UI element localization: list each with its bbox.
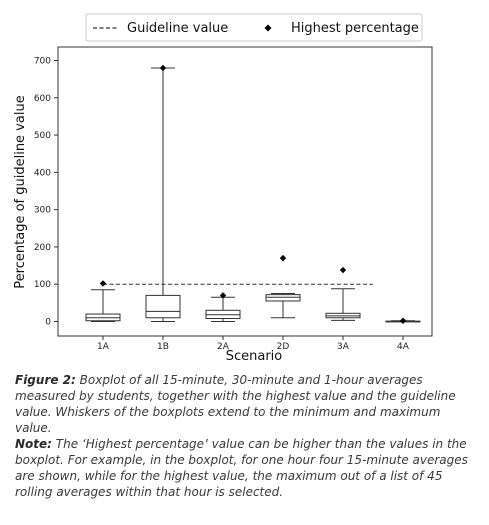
box-1B xyxy=(146,68,180,322)
figure-caption xyxy=(15,372,477,500)
highest-marker-1B xyxy=(160,65,166,71)
legend xyxy=(86,14,422,41)
x-tick-label: 2D xyxy=(276,342,290,352)
figure-note xyxy=(15,436,477,500)
x-tick-label: 4A xyxy=(397,342,409,352)
highest-marker-4A xyxy=(400,318,406,324)
y-tick-label: 100 xyxy=(33,280,51,291)
figure-text: Boxplot of all 15-minute, 30-minute and 1-hour averages measured by students, together with the highest value and the guideline value. Whiskers of the boxplots extend to the minimum and maximum value. xyxy=(15,373,456,435)
highest-marker-3A xyxy=(340,267,346,273)
y-tick-label: 600 xyxy=(33,93,51,104)
y-tick-label: 400 xyxy=(33,168,51,179)
y-tick-label: 700 xyxy=(33,56,51,67)
note-text: The ‘Highest percentage’ value can be higher than the values in the boxplot. For example, in the boxplot, for one hour four 15-minute averages are shown, while for the highest value, the maximum out of a list of 45 rolling averages within that hour is selected. xyxy=(15,437,468,499)
legend-highest-label: Highest percentage xyxy=(291,21,419,36)
box-1A xyxy=(86,290,120,322)
box-2A xyxy=(206,297,240,321)
y-axis-title: Percentage of guideline value xyxy=(13,95,28,289)
box-body xyxy=(266,295,300,301)
legend-guideline-label: Guideline value xyxy=(127,21,229,36)
box-body xyxy=(146,295,180,317)
y-tick-label: 0 xyxy=(45,317,51,328)
figure-description xyxy=(15,372,477,436)
y-tick-label: 500 xyxy=(33,131,51,142)
box-2D xyxy=(266,294,300,318)
y-tick-label: 300 xyxy=(33,205,51,216)
x-tick-label: 1A xyxy=(97,342,109,352)
x-axis-title: Scenario xyxy=(225,349,283,364)
x-tick-label: 3A xyxy=(337,342,349,352)
x-tick-label: 2A xyxy=(217,342,229,352)
highest-marker-2D xyxy=(280,255,286,261)
highest-markers xyxy=(100,65,406,324)
y-axis xyxy=(34,57,58,328)
y-tick-label: 200 xyxy=(33,242,51,253)
figure-label: Figure 2: xyxy=(15,373,76,387)
note-label: Note: xyxy=(15,437,52,451)
box-3A xyxy=(326,289,360,321)
highest-marker-1A xyxy=(100,280,106,286)
x-tick-label: 1B xyxy=(157,342,169,352)
plot-area xyxy=(58,47,432,336)
